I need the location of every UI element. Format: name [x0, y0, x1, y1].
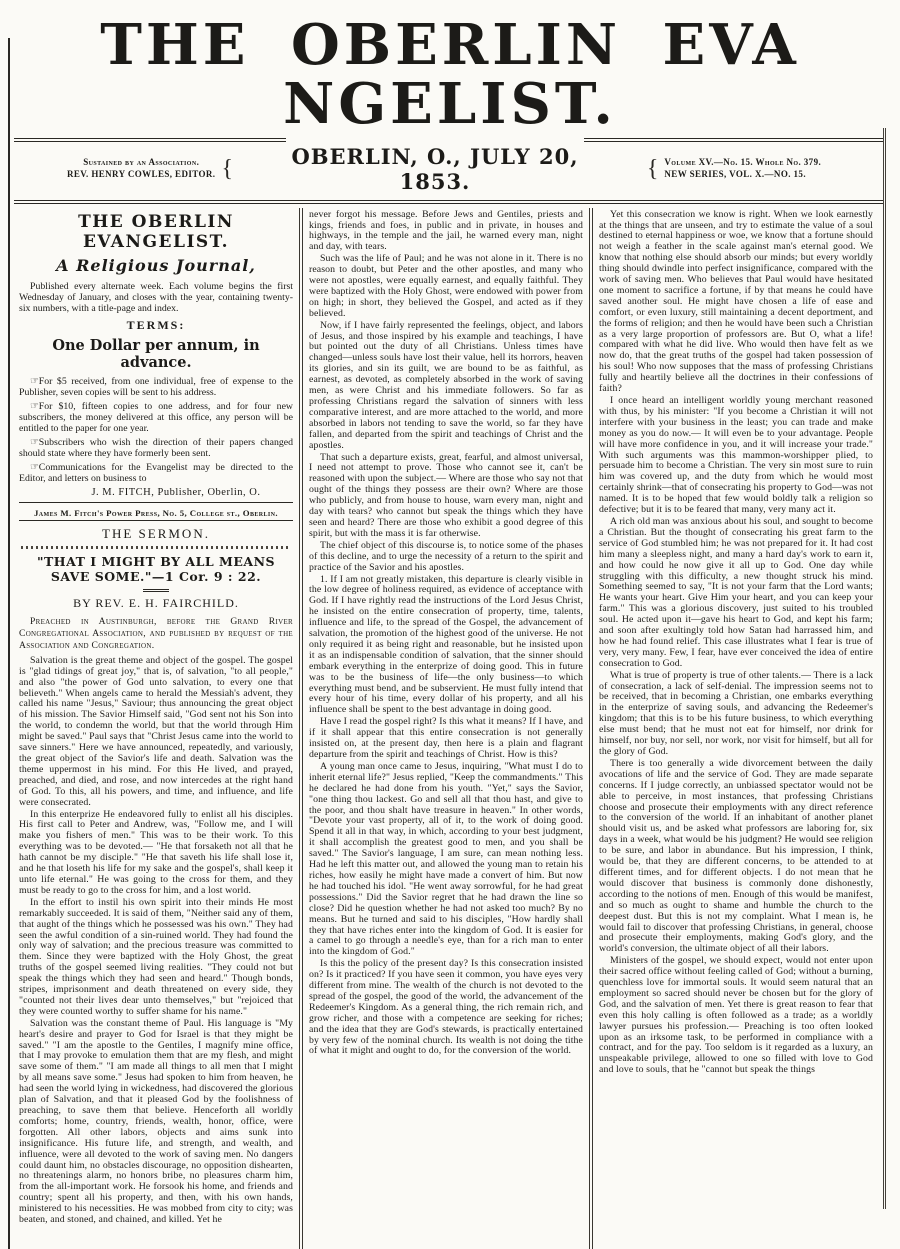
paragraph: Now, if I have fairly represented the feelings, object, and labors of Jesus, and those inspired by his example and teachings, I have but pointed out the duty of all Christians. Unless times have changed—unless souls have lost their value, hell its horrors, heaven its glories, and sin its guilt, we are bound to be as faithful, as earnest, as devoted, as completely absorbed in the work of saving men, as were Christ and his immediate followers. So far as professing Christians regard the salvation of sinners with less comparative interest, and are more attached to the world, and more absorbed in labors not tending to save the world, so far they have fallen, and departed from the spirit and teachings of Christ and the apostles.: [309, 319, 583, 451]
page-left-edge-rule: [8, 38, 10, 1249]
paragraph: Salvation was the constant theme of Paul. His language is "My heart's desire and prayer to God for Israel is that they might be saved." "I am the apostle to the Gentiles, I magnify mine office, that I may provoke to emulation them that are my flesh, and might save some of them." "I am made all things to all men that I might by all means save some." Jesus had spoken to him from heaven, he had seen the world lying in wickedness, had discovered the glorious plan of Salvation, and that it pleased God by the foolishness of preaching, to save them that believe. Henceforth all worldly comforts; home, country, friends, wealth, honor, office, were forgotten. All other labors, objects and aims sunk into insignificance. His future life, and strength, and wealth, and influence, were all devoted to the work of saving men. No dangers could daunt him, no obstacles discourage, no opposition dishearten, no threatenings alarm, no honors bribe, no pleasures charm him, from the all-important work. He forsook his home, and friends and country; spent all his property, and then, with his own hands, ministered to his necessities. He was mobbed from city to city; was beaten, and stoned, and chained, and killed. Yet he: [19, 1017, 293, 1226]
header-left-block: [14, 138, 286, 194]
paragraph: What is true of property is true of other talents.— There is a lack of consecration, a lack of self-denial. The impression seems not to be received, that in becoming a Christian, one embarks everything in the enterprize of saving souls, and advancing the Redeemer's kingdom; that this is to be his future business, to which everything else must bend; that he must not eat for himself, nor drink for himself, nor buy, nor sell, nor work, nor visit for himself, but all for the glory of God.: [599, 669, 873, 757]
subscription-notice: ☞For $5 received, from one individual, free of expense to the Publisher, seven copies will be sent to his address.: [19, 375, 293, 398]
volume-line: Volume XV.—No. 15. Whole No. 379.: [664, 157, 822, 168]
preached-note: Preached in Austinburgh, before the Grand River Congregational Association, and published by request of the Association and Congregation.: [19, 615, 293, 651]
header-band: [14, 138, 884, 194]
press-imprint-line: James M. Fitch's Power Press, No. 5, College st., Oberlin.: [19, 506, 293, 521]
journal-subtitle: A Religious Journal,: [56, 255, 256, 275]
subscription-notice: ☞Subscribers who wish the direction of their papers changed should state where they have formerly been sent.: [19, 436, 293, 459]
paragraph: I once heard an intelligent worldly young merchant reasoned with thus, by his minister: "If you become a Christian it will not interfere with your business in the least; you can trade and make money as you do now.— It will even be to your advantage. People will have more confidence in you, and it will increase your trade." With such arguments was this mammon-worshipper plied, to persuade him to become a Christian. The very sin most sure to ruin him was covered up, and the duty from which he would most certainly shrink—that of consecrating his property to God—was not named. It is to be hoped that few would boldly talk a religion so defective; but it is to be feared that many, very many act it.: [599, 395, 873, 516]
paragraph: In the effort to instil his own spirit into their minds He most remarkably succeeded. It is said of them, "Neither said any of them, that aught of the things which he possessed was his own." They had seen the awful condition of a sin-ruined world. They had found the only way of salvation; and the precious treasure was committed to them. Since they were baptized with the Holy Ghost, the great truths of the gospel seemed living realities. "They could not but speak the things which they had seen and heard." Though bonds, stripes, imprisonment and death threatened on every side, they "counted not their lives dear unto themselves," but "rejoiced that they were counted worthy to suffer shame for his name.": [19, 896, 293, 1017]
dateline: OBERLIN, O., JULY 20, 1853.: [291, 143, 579, 194]
short-rule: [143, 589, 169, 592]
terms-label: TERMS:: [126, 317, 186, 332]
masthead-title: THE OBERLIN EVA NGELIST.: [100, 12, 800, 137]
paragraph: That such a departure exists, great, fearful, and almost universal, I need not attempt to prove. Those who cannot see it, can't be reasoned with upon the subject.— Where are those who say not that ought of the things they possess are their own? Where are those who publicly, and from house to house, warn every man, night and day with tears? who cannot but speak the things which they have seen and heard? There are those who exhibit a good degree of this spirit, but with the mass it is far otherwise.: [309, 451, 583, 539]
paragraph: Is this the policy of the present day? Is this consecration insisted on? Is it practiced? If you have seen it common, you have eyes very different from mine. The wealth of the church is not devoted to the spread of the gospel, the good of the world, the advancement of the Redeemer's Kingdom. As a general thing, the rich remain rich, and grow richer, and those with a competence are seeking for riches; and the idea that they are God's stewards, is practically entertained by very few of the nominal church. Its wealth is not doing the tithe of what it might and ought to do, for the conversion of the world.: [309, 958, 583, 1057]
right-brace-glyph: {: [646, 155, 659, 182]
sermon-section-heading: THE SERMON.: [102, 525, 210, 541]
paragraph: A rich old man was anxious about his soul, and sought to become a Christian. But the thought of consecrating his great farm to the service of God stumbled him; he was not prepared for it. It had cost him many a sleepless night, and many a hard day's work to earn it, and how could he now give it all up to God. One day while struggling with this difficulty, a new thought struck his mind. Something seemed to say, "It is not your farm that the Lord wants; He wants your heart. Give Him your heart, and you can keep your farm." This was a glorious discovery, just suited to his troubled soul. He acted upon it—gave his heart to God, and kept his farm; and soon after exultingly told how Satan had harrassed him, and how he had found relief. This case illustrates what I fear is true of very, very many. Few, I fear, have ever conceived the idea of entire consecration to God.: [599, 515, 873, 669]
left-brace-glyph: {: [221, 155, 233, 182]
paragraph: Such was the life of Paul; and he was not alone in it. There is no reason to doubt, but Peter and the other apostles, and many who were not apostles, were equally earnest, and equally faithful. They were baptized with the Holy Ghost, were endowed with power from on high; in short, they believed the Gospel, and acted as if they believed.: [309, 253, 583, 319]
paragraph: Have I read the gospel right? Is this what it means? If I have, and if it shall appear that this entire consecration is not generally insisted on, at the present day, then here is a plain and flagrant departure from the spirit and teachings of Christ. How is this?: [309, 716, 583, 760]
horizontal-rule: [19, 502, 293, 503]
header-center-block: [286, 138, 584, 194]
byline: BY REV. E. H. FAIRCHILD.: [73, 595, 239, 610]
paragraph: Salvation is the great theme and object of the gospel. The gospel is "glad tidings of great joy," that is, of salvation, "to all people," and also "the power of God unto salvation, to every one that believeth." When angels came to herald the Messiah's advent, they called his name "Jesus," Saviour; thus announcing the great object of his mission. The Savior Himself said, "God sent not his Son into the world, to condemn the world, but that the world through Him might be saved." Paul says that "Christ Jesus came into the world to save sinners." Here we have announced, repeatedly, and variously, the great object of the Savior's life and death. Salvation was the theme uppermost in his mind. For this He lived, and prayed, preached, and died, and rose, and now intercedes at the right hand of God. To this, all his powers, and time, and influence, and life were consecrated.: [19, 654, 293, 808]
terms-price: One Dollar per annum, in advance.: [52, 336, 260, 371]
volume-lines: [664, 157, 821, 180]
paragraph: A young man once came to Jesus, inquiring, "What must I do to inherit eternal life?" Jesus replied, "Keep the commandments." This he declared he had done from his youth. "Yet," says the Savior, "one thing thou lackest. Go and sell all that thou hast, and give to the poor, and thou shalt have treasure in heaven." In other words, "Devote your vast property, all of it, to the work of doing good. Spend it all in that way, in which, according to your best judgment, it shall accomplish the greatest good to men, and you shall be saved." The Savior's language, I am sure, can mean nothing less. Had he left this matter out, and allowed the young man to retain his riches, how easily he might have made a convert of him. But now he had touched his idol. "He went away sorrowful, for he had great possessions." Did the Savior regret that he had drawn the line so close? Did he question whether he had not asked too much? By no means. But he turned and said to his disciples, "How hardly shall they that have riches enter into the kingdom of God. It is easier for a camel to go through a needle's eye, than for a rich man to enter into the kingdom of God.": [309, 760, 583, 958]
paragraph: The chief object of this discourse is, to notice some of the phases of this decline, and to urge the necessity of a return to the spirit and practice of the Savior and his apostles.: [309, 539, 583, 573]
series-line: NEW SERIES, VOL. X.—NO. 15.: [664, 169, 806, 180]
column-divider: [589, 208, 593, 1249]
paper-title: THE OBERLIN EVANGELIST.: [78, 211, 234, 252]
paragraph-continuation: never forgot his message. Before Jews and Gentiles, priests and kings, friends and foes, in public and in private, in houses and highways, in the temple and the jail, he warned every man, night and day, with tears.: [309, 208, 583, 253]
sermon-title: "THAT I MIGHT BY ALL MEANS SAVE SOME."—1 Cor. 9 : 22.: [36, 553, 276, 585]
column-layout: [14, 208, 878, 1249]
paragraph: Yet this consecration we know is right. When we look earnestly at the things that are unseen, and try to estimate the value of a soul destined to eternal happiness or woe, we know that a fortune should not weigh a feather in the scale against man's eternal good. We know that nothing else should absorb our minds; but every worldly thing should dwindle into perfect insignificance, compared with the work of saving men. Who believes that Paul would have hesitated one moment to sacrifice a fortune, if by that means he could have saved another soul. He might have chosen a life of ease and comfort, or even luxury, still maintaining a decent deportment, and the forms of religion; and then he would have been such a Christian as a very large proportion of professors are. But O, what a life! compared with what he did live. Who would then have felt as we now do, that the great truths of the gospel had taken possession of his soul! Who now supposes that the mass of professing Christians fully and heartily believe all the doctrines in their confessions of faith?: [599, 208, 873, 395]
column-2: [304, 208, 588, 1249]
header-divider-rule: [14, 200, 884, 204]
paragraph: There is too generally a wide divorcement between the daily avocations of life and the service of God. They are made separate concerns. If I judge correctly, an unbiassed spectator would not be able to perceive, in most instances, that professing Christians choose and prosecute their employments with any direct reference to the conversion of the world. If an inhabitant of another planet should visit us, and be asked what professors are laboring for, six days in a week, what would be his judgment? He would see religion to be sure, and labor in abundance. But his impression, I think, would be, that they are different concerns, to be attended to at different times, and for different objects. I do not mean that he would discover that business is commonly done dishonestly, according to the notions of men. Enough of this would be manifest, and so much as ought to shame and humble the church to the deepest dust. But this is not my complaint. What I mean is, he would fail to discover that professing Christians, in general, choose and prosecute their employments, making God's glory, and the world's conversion, the ultimate object of all their labors.: [599, 757, 873, 955]
column-3: [594, 208, 878, 1249]
subscription-notice: ☞Communications for the Evangelist may be directed to the Editor, and letters on business to: [19, 461, 293, 484]
page-right-edge-rule: [883, 128, 886, 1209]
editor-line: REV. HENRY COWLES, EDITOR.: [67, 169, 216, 180]
column-divider: [299, 208, 303, 1249]
wavy-rule: [21, 546, 291, 549]
paragraph: Ministers of the gospel, we should expect, would not enter upon their sacred office without feeling called of God; without a burning, quenchless love for immortal souls. It would seem natural that an employment so sacred should never be chosen but for the glory of God, and the salvation of men. Yet there is great reason to fear that even this holy calling is often followed as a trade; as a worldly lawyer pursues his profession.— Preaching is too often looked upon as an irksome task, to be performed in compliance with a contract, and for the pay. Too seldom is it regarded as a luxury, an unspeakable privilege, allowed to one so filled with love to God and love to souls, that he "cannot but speak the things: [599, 955, 873, 1076]
publisher-line: J. M. FITCH, Publisher, Oberlin, O.: [91, 486, 261, 498]
editor-lines: [67, 157, 215, 180]
column-1: [14, 208, 298, 1249]
masthead: [0, 0, 900, 137]
header-right-block: [584, 138, 884, 194]
publication-info: Published every alternate week. Each volume begins the first Wednesday of January, and closes with the year, containing twenty-six numbers, with a title-page and index.: [19, 280, 293, 314]
paragraph: In this enterprize He endeavored fully to enlist all his disciples. His first call to Peter and Andrew, was, "Follow me, and I will make you fishers of men." This was to be their work. To this everything was to be devoted.— "He that forsaketh not all that he hath cannot be my disciple." "He that saveth his life shall lose it, and he that loseth his life for my sake and the gospel's, shall keep it unto life eternal." He was going to the cross for them, and they must be ready to go to the cross for him, and a lost world.: [19, 808, 293, 896]
sustained-line: Sustained by an Association.: [83, 157, 200, 168]
subscription-notice: ☞For $10, fifteen copies to one address, and for four new subscribers, the money delivered at this office, any person will be entitled to the paper for one year.: [19, 400, 293, 434]
paragraph: 1. If I am not greatly mistaken, this departure is clearly visible in the low degree of holiness required, as evidence of acceptance with God. If I have rightly read the instructions of the Lord Jesus Christ, he insisted on the entire consecration of property, time, talents, influence and life, to the spread of the Gospel, the advancement of salvation, the promotion of the highest good of the universe. He not only required it as being right and reasonable, but he insisted upon it as an indispensable condition of salvation, that the sinner should embark everything in the enterprize of doing good. This in future was to be the business of life—the only business—to which everything must bend, and be subservient. He must fully intend that every hour of his time, every dollar of his property, and all his influence shall be spent to the best advantage in doing good.: [309, 573, 583, 716]
